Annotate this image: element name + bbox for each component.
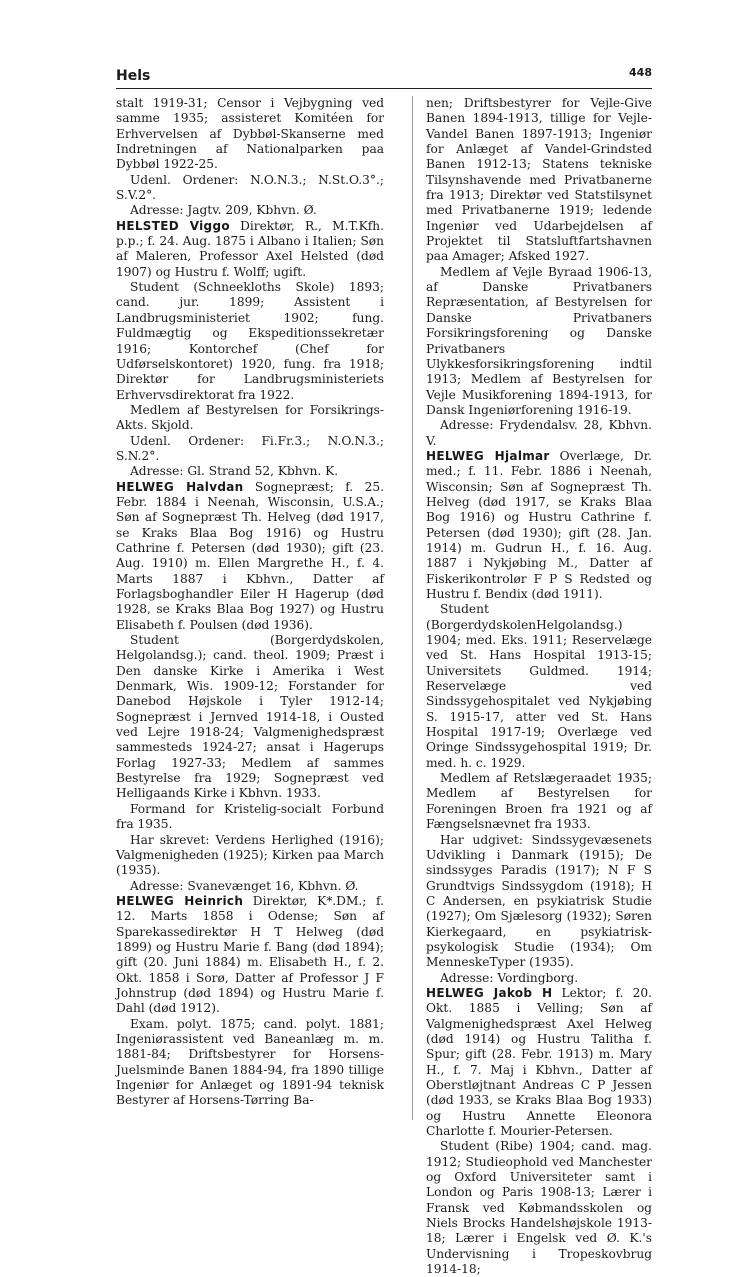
page-number: 448: [629, 66, 652, 79]
entry-paragraph: Medlem af Vejle Byraad 1906-13, af Danske Privatbaners Repræsentation, af Bestyrelsen for Danske Privatbaners Forsikringsforening og Danske Privatbaners Ulykkesforsikringsforening indtil 1913; Medlem af Bestyrelsen for Vejle Musikforening 1894-1913, for Dansk Ingeniørforening 1916-19.: [426, 264, 652, 417]
entry-paragraph: Har udgivet: Sindssygevæsenets Udvikling i Danmark (1915); De sindssyges Paradis (1917); N F S Grundtvigs Sindssygdom (1918); H C Andersen, en psykiatrisk Studie (1927); Om Sjælesorg (1932); Søren Kierkegaard, en psykiatrisk-psykologisk Studie (1934); Om MenneskeTyper (1935).: [426, 832, 652, 970]
entry-name: HELWEG Hjalmar: [426, 448, 550, 463]
entry-paragraph: Student (Ribe) 1904; cand. mag. 1912; Studieophold ved Manchester og Oxford Universiteter samt i London og Paris 1908-13; Lærer i Fransk ved Købmandsskolen og Niels Brocks Handelshøjskole 1913-18; Lærer i Engelsk ved Ø. K.'s Undervisning i Tropeskovbrug 1914-18;: [426, 1139, 652, 1277]
entry-name: HELWEG Halvdan: [116, 479, 244, 494]
biography-entry: [116, 219, 384, 280]
column-divider: [412, 96, 413, 1120]
running-head: Hels: [116, 68, 151, 84]
continued-paragraph: nen; Driftsbestyrer for Vejle-Give Banen 1894-1913, tillige for Vejle-Vandel Banen 1897-1913; Ingeniør for Anlæget af Vandel-Grindsted Banen 1912-13; Statens tekniske Tilsynshavende med Privatbanerne fra 1913; Direktør ved Statstilsynet med Privatbanerne 1919; ledende Ingeniør ved Udarbejdelsen af Projektet til Statsluftfartshavnen paa Amager; Afsked 1927.: [426, 96, 652, 264]
entry-paragraph: Adresse: Svanevænget 16, Kbhvn. Ø.: [130, 878, 359, 893]
entry-paragraph: Har skrevet: Verdens Herlighed (1916); Valgmenigheden (1925); Kirken paa March (1935).: [116, 832, 384, 878]
entry-name: HELWEG Heinrich: [116, 893, 244, 908]
entry-text: Direktør, R., M.T.Kfh. p.p.; f. 24. Aug. 1875 i Albano i Italien; Søn af Maleren, Professor Axel Helsted (død 1907) og Hustru f. Wolff; ugift.: [116, 218, 384, 279]
entry-paragraph: Student (BorgerdydskolenHelgolandsg.) 1904; med. Eks. 1911; Reservelæge ved St. Hans Hospital 1913-15; Universitets Guldmed. 1914; Reservelæge ved Sindssygehospitalet ved Nykjøbing S. 1915-17, atter ved St. Hans Hospital 1917-19; Overlæge ved Oringe Sindssygehospital 1919; Dr. med. h. c. 1929.: [426, 602, 652, 770]
entry-paragraph: Student (Schneekloths Skole) 1893; cand. jur. 1899; Assistent i Landbrugsministeriet 1902; fung. Fuldmægtig og Ekspeditionssekretær 1916; Kontorchef (Chef for Udførselskontoret) 1920, fung. fra 1918; Direktør for Landbrugsministeriets Erhvervsdirektorat fra 1922.: [116, 280, 384, 402]
continued-paragraph: stalt 1919-31; Censor i Vejbygning ved samme 1935; assisteret Komitéen for Erhvervelsen af Dybbøl-Skanserne med Indretningen af Nationalparken paa Dybbøl 1922-25.: [116, 96, 384, 172]
entry-paragraph: Adresse: Frydendalsv. 28, Kbhvn. V.: [426, 418, 652, 448]
page-header: [116, 62, 652, 88]
entry-paragraph: Adresse: Vordingborg.: [440, 970, 579, 985]
entry-paragraph: Exam. polyt. 1875; cand. polyt. 1881; Ingeniørassistent ved Baneanlæg m. m. 1881-84; Driftsbestyrer for Horsens-Juelsminde Banen 1884-94, fra 1890 tillige Ingeniør for Anlæget og 1891-94 teknisk Bestyrer af Horsens-Tørring Ba-: [116, 1016, 384, 1108]
entry-paragraph: Adresse: Jagtv. 209, Kbhvn. Ø.: [130, 203, 317, 218]
left-column: [116, 96, 384, 1109]
entry-name: HELSTED Viggo: [116, 218, 230, 233]
entry-paragraph: Udenl. Ordener: Fi.Fr.3.; N.O.N.3.; S.N.2°.: [116, 433, 384, 463]
entry-paragraph: Udenl. Ordener: N.O.N.3.; N.St.O.3°.; S.V.2°.: [116, 172, 384, 203]
entry-text: Lektor; f. 20. Okt. 1885 i Velling; Søn af Valgmenighedspræst Axel Helweg (død 1914) og Hustru Talitha f. Spur; gift (28. Febr. 1913) m. Mary H., f. 7. Maj i Kbhvn., Datter af Oberstløjtnant Andreas C P Jessen (død 1933, se Kraks Blaa Bog 1933) og Hustru Annette Eleonora Charlotte f. Mourier-Petersen.: [426, 985, 652, 1139]
right-column: [426, 96, 652, 1277]
biography-entry: [116, 480, 384, 633]
entry-paragraph: Medlem af Bestyrelsen for Forsikrings-Akts. Skjold.: [116, 402, 384, 433]
entry-paragraph: Formand for Kristelig-socialt Forbund fra 1935.: [116, 801, 384, 832]
entry-paragraph: Medlem af Retslægeraadet 1935; Medlem af Bestyrelsen for Foreningen Broen fra 1921 og af Fængselsnævnet fra 1933.: [426, 771, 652, 832]
entry-name: HELWEG Jakob H: [426, 985, 553, 1000]
entry-paragraph: Adresse: Gl. Strand 52, Kbhvn. K.: [130, 464, 339, 479]
biography-entry: [426, 986, 652, 1139]
entry-paragraph: Student (Borgerdydskolen, Helgolandsg.); cand. theol. 1909; Præst i Den danske Kirke i Amerika i West Denmark, Wis. 1909-12; Forstander for Danebod Højskole i Tyler 1912-14; Sognepræst i Jernved 1914-18, i Ousted ved Lejre 1918-24; Valgmenighedspræst sammesteds 1924-27; ansat i Hagerups Forlag 1927-33; Medlem af sammes Bestyrelse fra 1929; Sognepræst ved Helligaands Kirke i Kbhvn. 1933.: [116, 633, 384, 801]
entry-text: Direktør, K*.DM.; f. 12. Marts 1858 i Odense; Søn af Sparekassedirektør H T Helweg (død 1899) og Hustru Marie f. Bang (død 1894); gift (20. Juni 1884) m. Elisabeth H., f. 2. Okt. 1858 i Sorø, Datter af Professor J F Johnstrup (død 1894) og Hustru Marie f. Dahl (død 1912).: [116, 893, 384, 1016]
entry-text: Overlæge, Dr. med.; f. 11. Febr. 1886 i Neenah, Wisconsin; Søn af Sognepræst Th. Helveg (død 1917, se Kraks Blaa Bog 1916) og Hustru Cathrine f. Petersen (død 1930); gift (28. Jan. 1914) m. Gudrun H., f. 16. Aug. 1887 i Nykjøbing M., Datter af Fiskerikontrolør F P S Redsted og Hustru f. Bendix (død 1911).: [426, 448, 652, 601]
biography-entry: [116, 894, 384, 1017]
header-rule: [116, 88, 652, 89]
entry-text: Sognepræst; f. 25. Febr. 1884 i Neenah, Wisconsin, U.S.A.; Søn af Sognepræst Th. Helveg (død 1917, se Kraks Blaa Bog 1916) og Hustru Cathrine f. Petersen (død 1930); gift (23. Aug. 1910) m. Ellen Margrethe H., f. 4. Marts 1887 i Kbhvn., Datter af Forlagsboghandler Eiler H Hagerup (død 1928, se Kraks Blaa Bog 1927) og Hustru Elisabeth f. Poulsen (død 1936).: [116, 479, 384, 632]
biography-entry: [426, 449, 652, 602]
